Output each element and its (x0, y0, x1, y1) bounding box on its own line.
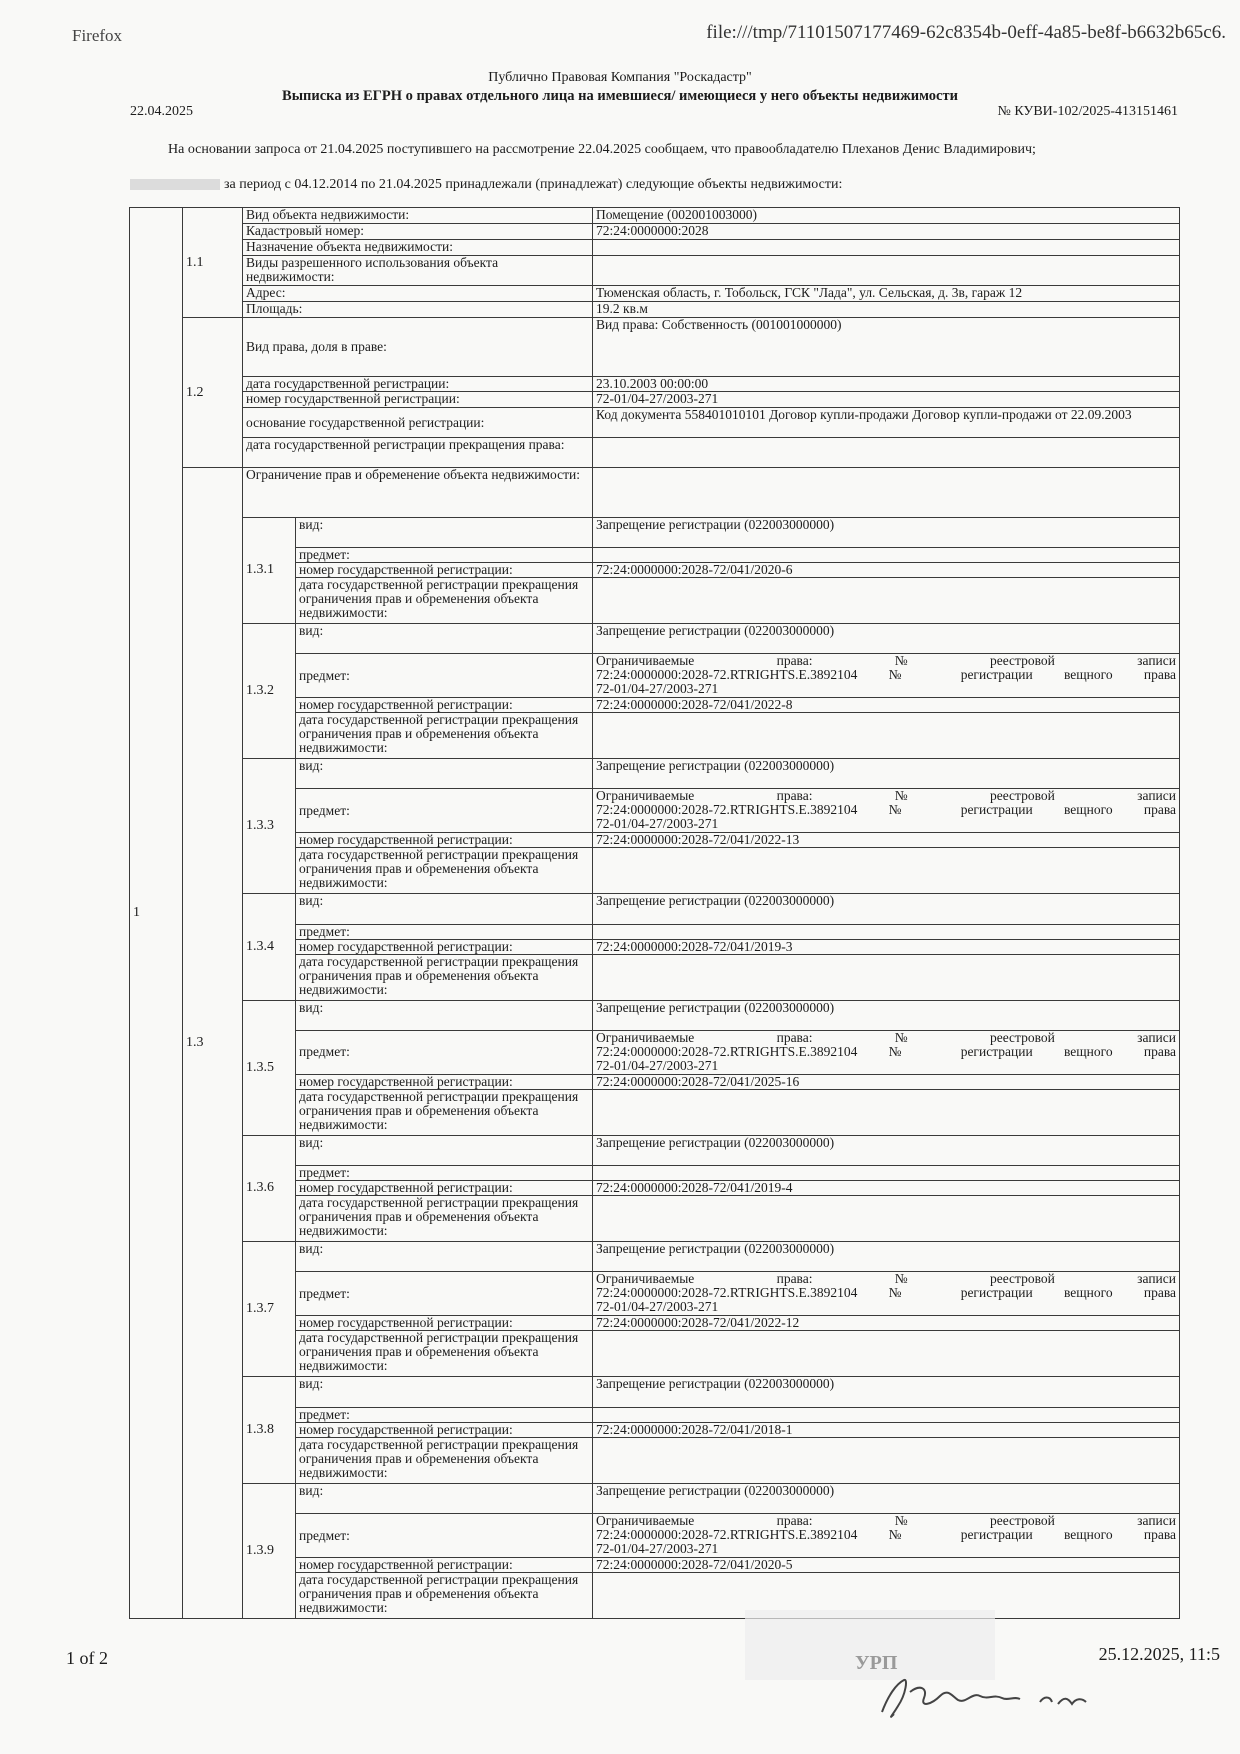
registration-number: 72:24:0000000:2028-72/041/2025-16 (593, 1074, 1180, 1089)
subsection-number: 1.3.3 (243, 759, 296, 894)
termination-date (593, 954, 1180, 1000)
field-label: предмет: (296, 789, 593, 833)
field-label: Площадь: (243, 302, 593, 318)
predmet-word: Ограничиваемые (596, 1029, 695, 1045)
field-label: дата государственной регистрации прекращения ограничения прав и обременения объекта недвижимости: (296, 713, 593, 759)
termination-date (593, 1196, 1180, 1242)
predmet-word: записи (1137, 788, 1176, 804)
predmet-word: записи (1137, 653, 1176, 669)
predmet-word: реестровой (989, 1513, 1055, 1528)
subsection-number: 1.3.4 (243, 894, 296, 1000)
field-label: предмет: (296, 1030, 593, 1074)
restriction-subject (593, 547, 1180, 562)
predmet-line-3: 72-01/04-27/2003-271 (596, 1057, 719, 1073)
predmet-word: реестровой (989, 1029, 1055, 1045)
registration-number: 72:24:0000000:2028-72/041/2019-4 (593, 1181, 1180, 1196)
row-number: 1 (130, 208, 183, 1619)
field-label: Кадастровый номер: (243, 224, 593, 240)
predmet-line-1 (596, 1272, 1176, 1286)
field-label: вид: (296, 1135, 593, 1165)
registration-number: 72:24:0000000:2028-72/041/2020-5 (593, 1558, 1180, 1573)
print-timestamp: 25.12.2025, 11:5 (1098, 1644, 1220, 1664)
register-table-body (130, 208, 1180, 1619)
predmet-word: реестровой (989, 653, 1055, 669)
field-label: дата государственной регистрации прекращения ограничения прав и обременения объекта недвижимости: (296, 1331, 593, 1377)
termination-date (593, 848, 1180, 894)
predmet-word: № (894, 788, 908, 804)
field-label: Назначение объекта недвижимости: (243, 240, 593, 256)
subsection-number: 1.3.8 (243, 1377, 296, 1483)
predmet-line-1 (596, 654, 1176, 668)
predmet-line-2: 72:24:0000000:2028-72.RTRIGHTS.E.3892104 № регистрации вещного права (596, 1043, 1177, 1059)
termination-date (593, 713, 1180, 759)
restriction-type: Запрещение регистрации (022003000000) (593, 517, 1180, 547)
subsection-number: 1.3.1 (243, 517, 296, 623)
predmet-word: Ограничиваемые (596, 1513, 695, 1528)
field-label: номер государственной регистрации: (296, 1316, 593, 1331)
restriction-type: Запрещение регистрации (022003000000) (593, 1242, 1180, 1272)
field-label: вид: (296, 623, 593, 653)
termination-date (593, 577, 1180, 623)
field-label: Виды разрешенного использования объекта недвижимости: (243, 256, 593, 286)
browser-app-name: Firefox (72, 26, 123, 45)
subsection-number: 1.3.6 (243, 1135, 296, 1241)
document-title: Выписка из ЕГРН о правах отдельного лица на имевшиеся/ имеющиеся у него объекты недвижимости (282, 88, 958, 104)
subsection-number: 1.3.5 (243, 1000, 296, 1135)
stamp-text: УРП (855, 1652, 898, 1674)
predmet-word: Ограничиваемые (596, 653, 695, 669)
predmet-line-2: 72:24:0000000:2028-72.RTRIGHTS.E.3892104 № регистрации вещного права (596, 1285, 1177, 1301)
intro-paragraph: На основании запроса от 21.04.2025 поступившего на рассмотрение 22.04.2025 сообщаем, что правообладателю Плеханов Денис Владимирович; (168, 142, 1036, 157)
file-url: file:///tmp/71101507177469-62c8354b-0eff-4a85-be8f-b6632b65c6. (706, 22, 1226, 43)
predmet-line-3: 72-01/04-27/2003-271 (596, 1541, 719, 1556)
restriction-subject (593, 789, 1180, 833)
field-label: дата государственной регистрации: (243, 377, 593, 392)
predmet-word: № (894, 1029, 908, 1045)
field-value: Код документа 558401010101 Договор купли-продажи Договор купли-продажи от 22.09.2003 (593, 408, 1180, 438)
registration-number: 72:24:0000000:2028-72/041/2020-6 (593, 562, 1180, 577)
field-value: 72:24:0000000:2028 (593, 224, 1180, 240)
field-label: предмет: (296, 1407, 593, 1422)
field-label: вид: (296, 759, 593, 789)
field-label: дата государственной регистрации прекращения ограничения прав и обременения объекта недвижимости: (296, 1196, 593, 1242)
field-label: предмет: (296, 1514, 593, 1558)
restriction-type: Запрещение регистрации (022003000000) (593, 1483, 1180, 1513)
field-label: предмет: (296, 1272, 593, 1316)
restriction-subject (593, 1514, 1180, 1558)
field-label: предмет: (296, 654, 593, 698)
field-label: вид: (296, 1377, 593, 1407)
predmet-line-2: 72:24:0000000:2028-72.RTRIGHTS.E.3892104 № регистрации вещного права (596, 667, 1177, 683)
field-label: номер государственной регистрации: (243, 392, 593, 408)
registration-number: 72:24:0000000:2028-72/041/2018-1 (593, 1422, 1180, 1437)
restriction-type: Запрещение регистрации (022003000000) (593, 1000, 1180, 1030)
field-label: дата государственной регистрации прекращения ограничения прав и обременения объекта недвижимости: (296, 954, 593, 1000)
section-header: Ограничение прав и обременение объекта недвижимости: (243, 468, 593, 517)
field-label: вид: (296, 517, 593, 547)
restriction-subject (593, 1407, 1180, 1422)
predmet-word: № (894, 653, 908, 669)
field-value (593, 256, 1180, 286)
predmet-line-3: 72-01/04-27/2003-271 (596, 816, 719, 832)
restriction-subject (593, 1030, 1180, 1074)
field-label: дата государственной регистрации прекращения ограничения прав и обременения объекта недвижимости: (296, 1089, 593, 1135)
organization-name: Публично Правовая Компания "Роскадастр" (488, 70, 752, 85)
registration-number: 72:24:0000000:2028-72/041/2022-8 (593, 698, 1180, 713)
restriction-type: Запрещение регистрации (022003000000) (593, 1135, 1180, 1165)
predmet-line-3: 72-01/04-27/2003-271 (596, 1299, 719, 1315)
field-label: вид: (296, 1242, 593, 1272)
field-label: номер государственной регистрации: (296, 1422, 593, 1437)
predmet-word: права: (776, 788, 813, 804)
section-number: 1.3 (183, 468, 243, 1619)
section-number: 1.1 (183, 208, 243, 318)
restriction-type: Запрещение регистрации (022003000000) (593, 1377, 1180, 1407)
predmet-line-1 (596, 1514, 1176, 1528)
predmet-word: Ограничиваемые (596, 788, 695, 804)
field-label: дата государственной регистрации прекращения ограничения прав и обременения объекта недвижимости: (296, 1573, 593, 1619)
field-label: Вид права, доля в праве: (243, 318, 593, 377)
registration-number: 72:24:0000000:2028-72/041/2019-3 (593, 939, 1180, 954)
predmet-word: записи (1137, 1271, 1176, 1287)
restriction-type: Запрещение регистрации (022003000000) (593, 623, 1180, 653)
document-date: 22.04.2025 (130, 104, 193, 119)
termination-date (593, 1437, 1180, 1483)
field-label: предмет: (296, 924, 593, 939)
field-label: предмет: (296, 1166, 593, 1181)
predmet-word: Ограничиваемые (596, 1271, 695, 1287)
field-label: вид: (296, 1000, 593, 1030)
field-label: дата государственной регистрации прекращения ограничения прав и обременения объекта недвижимости: (296, 577, 593, 623)
field-label: дата государственной регистрации прекращения права: (243, 438, 593, 468)
field-label: предмет: (296, 547, 593, 562)
intro-period-line (130, 177, 1177, 193)
field-value (593, 240, 1180, 256)
field-value: Тюменская область, г. Тобольск, ГСК "Лада", ул. Сельская, д. 3в, гараж 12 (593, 286, 1180, 302)
predmet-word: права: (776, 1029, 813, 1045)
predmet-line-2: 72:24:0000000:2028-72.RTRIGHTS.E.3892104 № регистрации вещного права (596, 802, 1177, 818)
predmet-word: права: (776, 1513, 813, 1528)
restriction-type: Запрещение регистрации (022003000000) (593, 894, 1180, 924)
page-number: 1 of 2 (66, 1648, 108, 1668)
handwritten-signature (868, 1666, 1098, 1726)
predmet-word: записи (1137, 1513, 1176, 1528)
predmet-word: № (894, 1513, 908, 1528)
predmet-word: реестровой (989, 1271, 1055, 1287)
subsection-number: 1.3.2 (243, 623, 296, 758)
termination-date (593, 1331, 1180, 1377)
field-label: номер государственной регистрации: (296, 1074, 593, 1089)
field-label: номер государственной регистрации: (296, 833, 593, 848)
field-value: 23.10.2003 00:00:00 (593, 377, 1180, 392)
registration-number: 72:24:0000000:2028-72/041/2022-12 (593, 1316, 1180, 1331)
predmet-word: права: (776, 1271, 813, 1287)
field-label: основание государственной регистрации: (243, 408, 593, 438)
predmet-line-2: 72:24:0000000:2028-72.RTRIGHTS.E.3892104 № регистрации вещного права (596, 1527, 1177, 1542)
field-value: Вид права: Собственность (001001000000) (593, 318, 1180, 377)
redaction-mark (130, 179, 220, 190)
restriction-subject (593, 654, 1180, 698)
restriction-subject (593, 1272, 1180, 1316)
termination-date (593, 1089, 1180, 1135)
property-register-table (129, 207, 1180, 1619)
field-label: вид: (296, 1483, 593, 1513)
predmet-word: реестровой (989, 788, 1055, 804)
field-label: номер государственной регистрации: (296, 1181, 593, 1196)
field-label: дата государственной регистрации прекращения ограничения прав и обременения объекта недвижимости: (296, 848, 593, 894)
predmet-line-1 (596, 1031, 1176, 1045)
field-value: 19.2 кв.м (593, 302, 1180, 318)
restriction-subject (593, 1166, 1180, 1181)
field-label: дата государственной регистрации прекращения ограничения прав и обременения объекта недвижимости: (296, 1437, 593, 1483)
field-value (593, 438, 1180, 468)
predmet-word: записи (1137, 1029, 1176, 1045)
field-label: номер государственной регистрации: (296, 562, 593, 577)
section-number: 1.2 (183, 318, 243, 468)
predmet-word: № (894, 1271, 908, 1287)
field-value: Помещение (002001003000) (593, 208, 1180, 224)
predmet-line-3: 72-01/04-27/2003-271 (596, 681, 719, 697)
field-label: номер государственной регистрации: (296, 1558, 593, 1573)
intro-period-text: за период с 04.12.2014 по 21.04.2025 принадлежали (принадлежат) следующие объекты недвижимости: (224, 177, 843, 192)
field-label: Адрес: (243, 286, 593, 302)
subsection-number: 1.3.9 (243, 1483, 296, 1618)
field-label: номер государственной регистрации: (296, 939, 593, 954)
document-number: № КУВИ-102/2025-413151461 (997, 104, 1178, 119)
field-label: вид: (296, 894, 593, 924)
restriction-subject (593, 924, 1180, 939)
subsection-number: 1.3.7 (243, 1242, 296, 1377)
empty-cell (593, 468, 1180, 517)
field-label: Вид объекта недвижимости: (243, 208, 593, 224)
registration-number: 72:24:0000000:2028-72/041/2022-13 (593, 833, 1180, 848)
predmet-word: права: (776, 653, 813, 669)
field-value: 72-01/04-27/2003-271 (593, 392, 1180, 408)
restriction-type: Запрещение регистрации (022003000000) (593, 759, 1180, 789)
field-label: номер государственной регистрации: (296, 698, 593, 713)
predmet-line-1 (596, 789, 1176, 803)
